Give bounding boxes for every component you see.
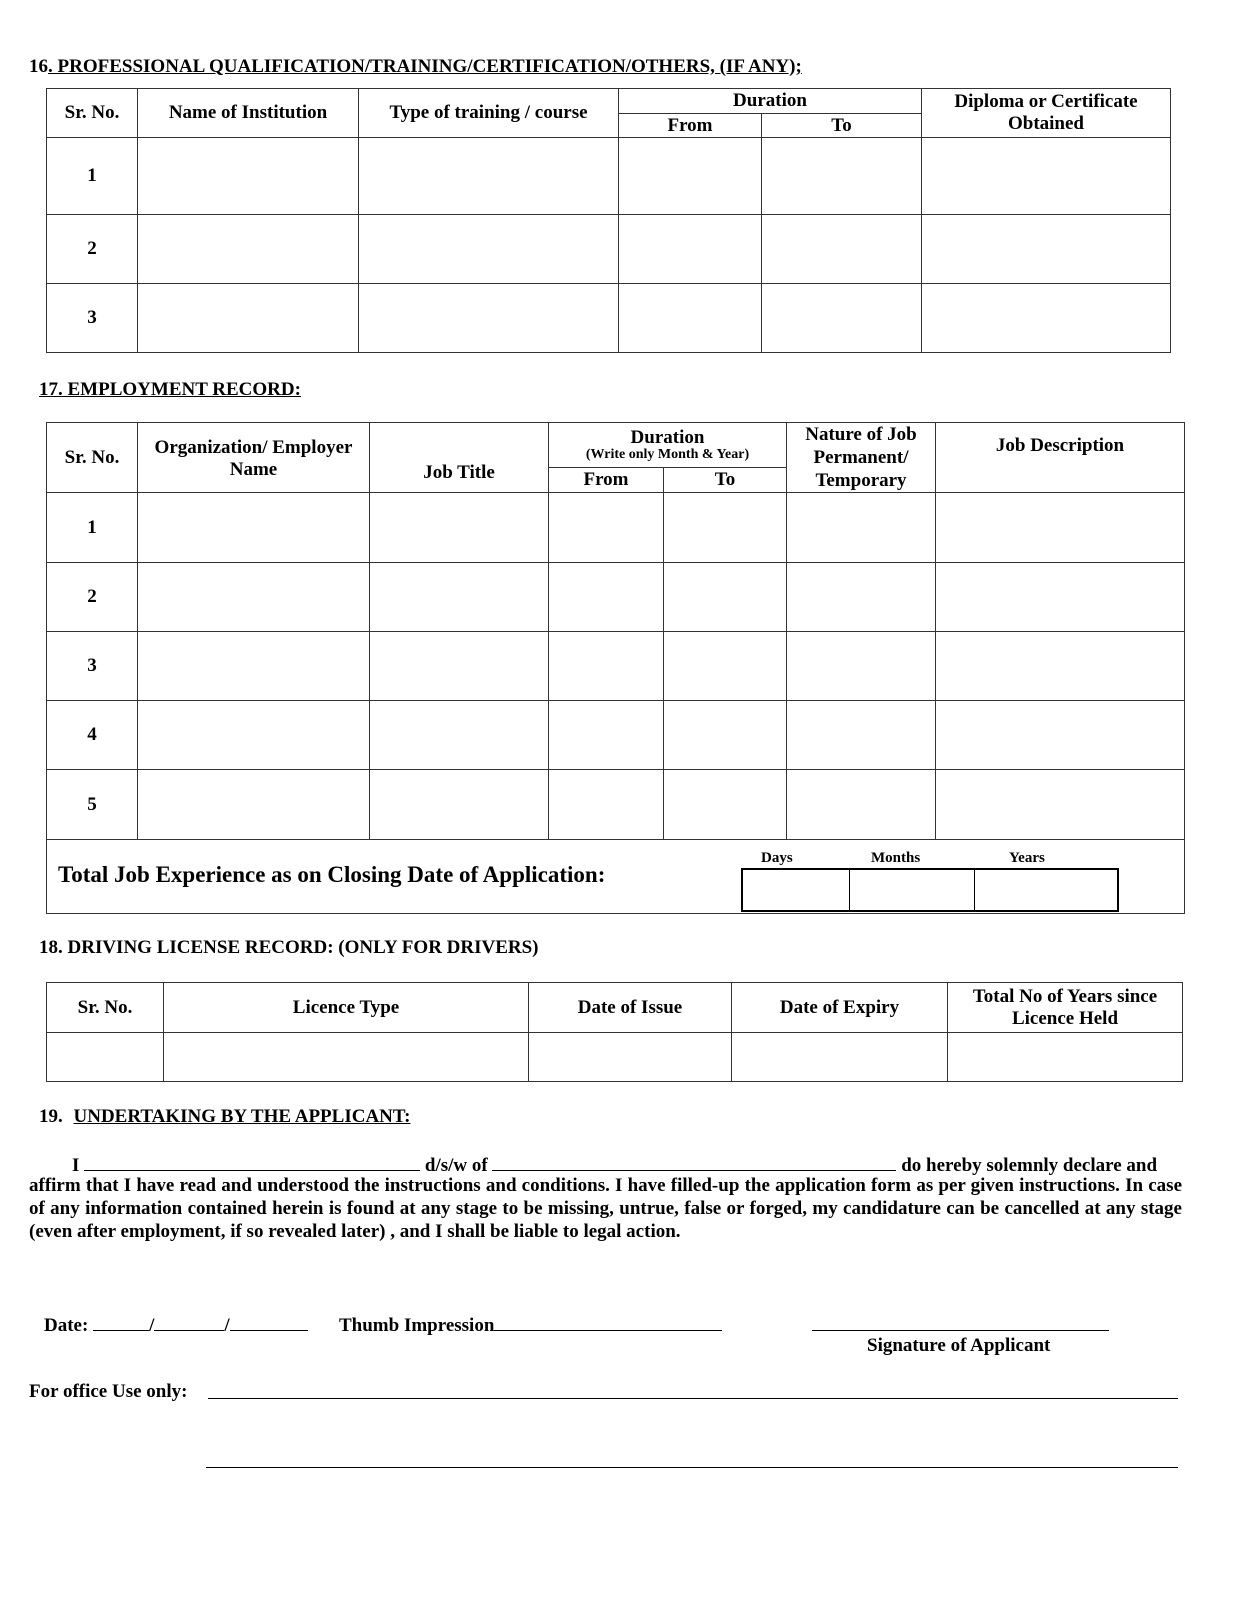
table-row xyxy=(47,284,1171,353)
date-year-field[interactable] xyxy=(230,1312,308,1331)
diploma-cell[interactable] xyxy=(922,215,1171,284)
driving-license-table xyxy=(46,982,1183,1082)
training-type-cell[interactable] xyxy=(359,215,619,284)
organization-cell[interactable] xyxy=(138,493,370,563)
nature-cell[interactable] xyxy=(787,493,936,563)
from-cell[interactable] xyxy=(549,632,664,701)
from-cell[interactable] xyxy=(619,284,762,353)
total-experience-cell xyxy=(47,840,1185,914)
months-label: Months xyxy=(871,850,921,866)
date-separator: / xyxy=(149,1315,155,1336)
declaration-text: affirm that I have read and understood the instructions and conditions. I have filled-up the application form as per given instructions. In case of any information contained herein is found at any stage to be missing, untrue, false or forged, my candidature can be cancelled at any stage (even after employment, if so revealed later) , and I shall be liable to legal action. xyxy=(29,1175,1182,1242)
to-cell[interactable] xyxy=(762,138,922,215)
table-row xyxy=(47,215,1171,284)
table-row xyxy=(47,138,1171,215)
header-total-years: Total No of Years since Licence Held xyxy=(948,983,1183,1033)
thumb-impression-row xyxy=(339,1312,722,1337)
section-16-number: 16 xyxy=(29,56,48,77)
organization-cell[interactable] xyxy=(138,632,370,701)
section-16-title: . PROFESSIONAL QUALIFICATION/TRAINING/CERTIFICATION/OTHERS, (IF ANY); xyxy=(48,56,802,77)
date-row xyxy=(44,1312,308,1337)
description-cell[interactable] xyxy=(936,770,1185,840)
organization-cell[interactable] xyxy=(138,563,370,632)
declaration-dsw: d/s/w of xyxy=(424,1155,488,1176)
to-cell[interactable] xyxy=(664,770,787,840)
header-duration: Duration xyxy=(619,89,922,114)
section-17-heading: 17. EMPLOYMENT RECORD: xyxy=(39,379,301,400)
header-sr-no: Sr. No. xyxy=(47,89,138,138)
from-cell[interactable] xyxy=(549,493,664,563)
description-cell[interactable] xyxy=(936,493,1185,563)
from-cell[interactable] xyxy=(549,770,664,840)
header-training-type: Type of training / course xyxy=(359,89,619,138)
header-to: To xyxy=(664,468,787,493)
office-use-line[interactable] xyxy=(208,1398,1178,1399)
job-title-cell[interactable] xyxy=(370,493,549,563)
row-number: 2 xyxy=(47,215,138,284)
guardian-name-field[interactable] xyxy=(492,1152,896,1171)
diploma-cell[interactable] xyxy=(922,284,1171,353)
declaration-line1-end: do hereby solemnly declare and xyxy=(901,1155,1158,1176)
header-duration xyxy=(549,423,787,468)
header-to: To xyxy=(762,114,922,138)
employment-table xyxy=(46,422,1185,914)
office-use-label: For office Use only: xyxy=(29,1381,188,1402)
to-cell[interactable] xyxy=(664,632,787,701)
header-sr-no: Sr. No. xyxy=(47,983,164,1033)
to-cell[interactable] xyxy=(762,284,922,353)
organization-cell[interactable] xyxy=(138,701,370,770)
experience-boxes xyxy=(741,868,1119,912)
applicant-name-field[interactable] xyxy=(84,1152,420,1171)
header-date-of-expiry: Date of Expiry xyxy=(732,983,948,1033)
signature-line[interactable] xyxy=(812,1330,1109,1331)
header-sr-no: Sr. No. xyxy=(47,423,138,493)
row-number: 1 xyxy=(47,493,138,563)
duration-note: (Write only Month & Year) xyxy=(585,447,750,463)
row-number: 1 xyxy=(47,138,138,215)
table-row xyxy=(47,770,1185,840)
table-row xyxy=(47,1033,1183,1082)
qualification-table xyxy=(46,88,1171,353)
signature-label: Signature of Applicant xyxy=(867,1335,1051,1356)
table-row xyxy=(47,632,1185,701)
table-row xyxy=(47,493,1185,563)
row-number: 5 xyxy=(47,770,138,840)
description-cell[interactable] xyxy=(936,563,1185,632)
job-title-cell[interactable] xyxy=(370,563,549,632)
nature-cell[interactable] xyxy=(787,770,936,840)
description-cell[interactable] xyxy=(936,701,1185,770)
total-experience-label: Total Job Experience as on Closing Date of Application: xyxy=(58,862,606,887)
from-cell[interactable] xyxy=(549,701,664,770)
description-cell[interactable] xyxy=(936,632,1185,701)
to-cell[interactable] xyxy=(664,563,787,632)
row-number: 4 xyxy=(47,701,138,770)
date-of-expiry-cell[interactable] xyxy=(732,1033,948,1082)
to-cell[interactable] xyxy=(762,215,922,284)
organization-cell[interactable] xyxy=(138,770,370,840)
duration-label: Duration xyxy=(630,427,705,449)
job-title-cell[interactable] xyxy=(370,701,549,770)
header-licence-type: Licence Type xyxy=(164,983,529,1033)
header-job-description: Job Description xyxy=(936,423,1185,493)
to-cell[interactable] xyxy=(664,701,787,770)
institution-cell[interactable] xyxy=(138,284,359,353)
nature-cell[interactable] xyxy=(787,701,936,770)
date-month-field[interactable] xyxy=(154,1312,224,1331)
table-row xyxy=(47,563,1185,632)
date-of-issue-cell[interactable] xyxy=(529,1033,732,1082)
years-box[interactable] xyxy=(974,870,1117,910)
thumb-impression-label: Thumb Impression xyxy=(339,1315,495,1336)
header-organization: Organization/ Employer Name xyxy=(138,423,370,493)
from-cell[interactable] xyxy=(549,563,664,632)
total-years-cell[interactable] xyxy=(948,1033,1183,1082)
section-19-title: UNDERTAKING BY THE APPLICANT: xyxy=(73,1106,411,1127)
section-19-number: 19. xyxy=(39,1106,63,1127)
training-type-cell[interactable] xyxy=(359,138,619,215)
to-cell[interactable] xyxy=(664,493,787,563)
days-label: Days xyxy=(761,850,793,866)
diploma-cell[interactable] xyxy=(922,138,1171,215)
section-19-heading xyxy=(39,1106,410,1128)
header-diploma: Diploma or Certificate Obtained xyxy=(922,89,1171,138)
declaration-i: I xyxy=(72,1155,80,1176)
date-separator: / xyxy=(224,1315,230,1336)
from-cell[interactable] xyxy=(619,138,762,215)
training-type-cell[interactable] xyxy=(359,284,619,353)
nature-cell[interactable] xyxy=(787,632,936,701)
row-number: 3 xyxy=(47,284,138,353)
months-box[interactable] xyxy=(849,870,974,910)
header-date-of-issue: Date of Issue xyxy=(529,983,732,1033)
header-institution: Name of Institution xyxy=(138,89,359,138)
years-label: Years xyxy=(1009,850,1045,866)
licence-type-cell[interactable] xyxy=(164,1033,529,1082)
job-title-cell[interactable] xyxy=(370,770,549,840)
header-from: From xyxy=(549,468,664,493)
section-18-heading: 18. DRIVING LICENSE RECORD: (ONLY FOR DRIVERS) xyxy=(39,937,539,958)
date-label: Date: xyxy=(44,1315,89,1336)
row-number: 3 xyxy=(47,632,138,701)
table-row xyxy=(47,701,1185,770)
sr-no-cell[interactable] xyxy=(47,1033,164,1082)
job-title-cell[interactable] xyxy=(370,632,549,701)
header-nature: Nature of Job Permanent/ Temporary xyxy=(787,423,936,493)
section-16-heading xyxy=(29,56,802,78)
thumb-impression-field[interactable] xyxy=(494,1312,722,1331)
date-day-field[interactable] xyxy=(93,1312,149,1331)
row-number: 2 xyxy=(47,563,138,632)
header-from: From xyxy=(619,114,762,138)
office-use-line[interactable] xyxy=(206,1467,1178,1468)
header-job-title: Job Title xyxy=(370,423,549,493)
total-experience-row xyxy=(47,840,1185,914)
institution-cell[interactable] xyxy=(138,138,359,215)
days-box[interactable] xyxy=(743,870,849,910)
from-cell[interactable] xyxy=(619,215,762,284)
institution-cell[interactable] xyxy=(138,215,359,284)
nature-cell[interactable] xyxy=(787,563,936,632)
